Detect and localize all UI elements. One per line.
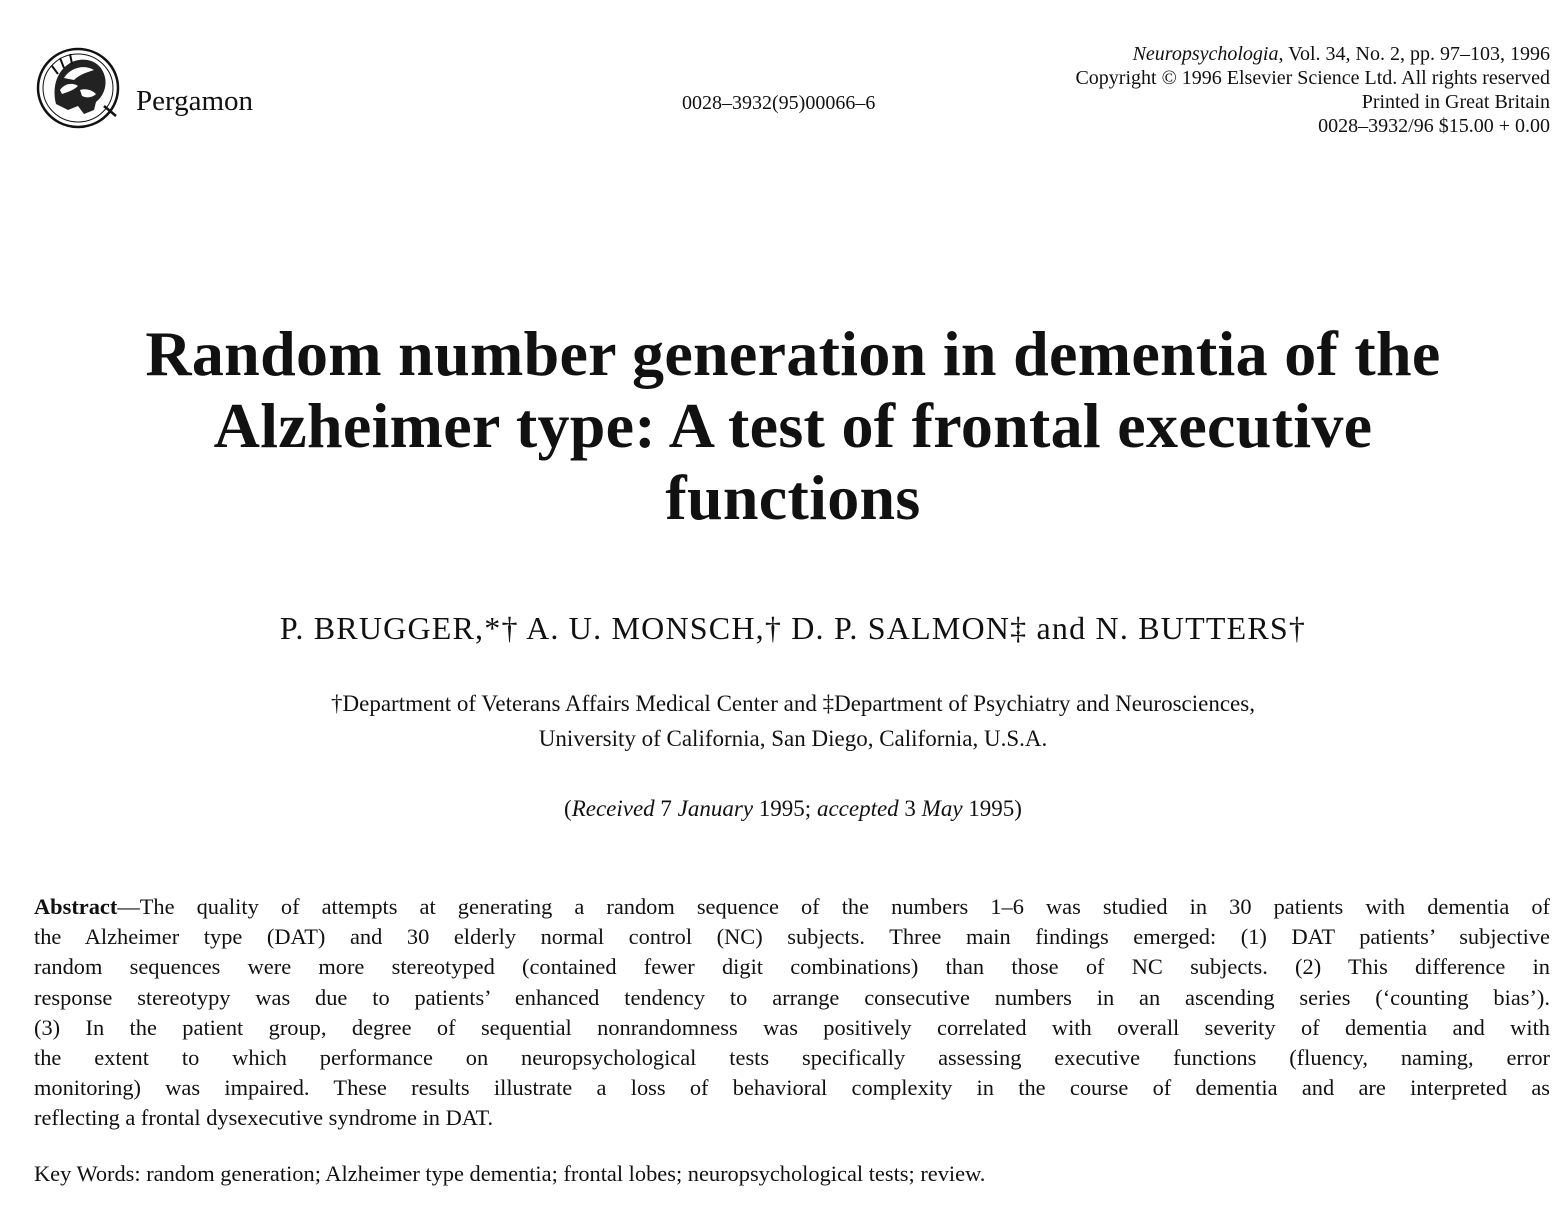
article-identifier: 0028–3932(95)00066–6 <box>682 92 876 114</box>
printed-line: Printed in Great Britain <box>1361 91 1550 113</box>
pergamon-logo-icon <box>34 44 126 130</box>
received-label: Received <box>571 796 655 821</box>
abstract-line: (3) In the patient group, degree of sequential nonrandomness was positively correlated with overall severity of dementia and with <box>34 1014 1550 1040</box>
author-list: P. BRUGGER,*† A. U. MONSCH,† D. P. SALMON‡ and N. BUTTERS† <box>279 610 1307 646</box>
price-line: 0028–3932/96 $15.00 + 0.00 <box>1318 115 1550 137</box>
received-dates <box>60 794 1526 824</box>
accepted-label: accepted <box>816 796 899 821</box>
journal-citation-block <box>1075 42 1550 138</box>
affiliation-line-1: †Department of Veterans Affairs Medical Center and ‡Department of Psychiatry and Neurosciences, <box>331 691 1255 716</box>
received-open-paren: ( <box>564 796 572 821</box>
abstract-line: monitoring) was impaired. These results illustrate a loss of behavioral complexity in the course of dementia and are interpreted as <box>34 1075 1550 1101</box>
accepted-year: 1995) <box>962 796 1022 821</box>
affiliations <box>60 686 1526 756</box>
journal-citation <box>1075 42 1550 66</box>
accepted-month: May <box>921 796 963 821</box>
publisher-name: Pergamon <box>136 85 254 117</box>
paper-title <box>60 318 1526 534</box>
copyright-line: Copyright © 1996 Elsevier Science Ltd. All rights reserved <box>1075 67 1550 89</box>
journal-name: Neuropsychologia <box>1132 43 1279 65</box>
accepted-day: 3 <box>898 796 922 821</box>
title-line-2: Alzheimer type: A test of frontal executive <box>213 390 1373 461</box>
keywords: Key Words: random generation; Alzheimer type dementia; frontal lobes; neuropsychological tests; review. <box>34 1161 986 1186</box>
received-month: January <box>677 796 754 821</box>
abstract-line <box>34 892 1550 922</box>
affiliation-line-2: University of California, San Diego, California, U.S.A. <box>538 726 1048 751</box>
title-line-3: functions <box>665 462 921 533</box>
abstract-label: Abstract <box>34 894 118 919</box>
journal-volume-pages: , Vol. 34, No. 2, pp. 97–103, 1996 <box>1278 43 1550 65</box>
abstract-line: the extent to which performance on neuropsychological tests specifically assessing executive functions (fluency, naming, error <box>34 1044 1550 1070</box>
abstract-line: random sequences were more stereotyped (contained fewer digit combinations) than those of NC subjects. (2) This difference in <box>34 954 1550 980</box>
abstract <box>34 892 1550 1134</box>
abstract-line: response stereotypy was due to patients’ enhanced tendency to arrange consecutive numbers in an ascending series (‘counting bias’). <box>34 984 1550 1010</box>
abstract-line: the Alzheimer type (DAT) and 30 elderly normal control (NC) subjects. Three main findings emerged: (1) DAT patients’ subjective <box>34 924 1550 950</box>
received-day: 7 <box>654 796 678 821</box>
abstract-line: reflecting a frontal dysexecutive syndrome in DAT. <box>34 1105 494 1131</box>
received-year: 1995; <box>753 796 817 821</box>
title-line-1: Random number generation in dementia of the <box>145 318 1441 389</box>
abstract-text: —The quality of attempts at generating a random sequence of the numbers 1–6 was studied in 30 patients with dementia of <box>117 894 1550 919</box>
